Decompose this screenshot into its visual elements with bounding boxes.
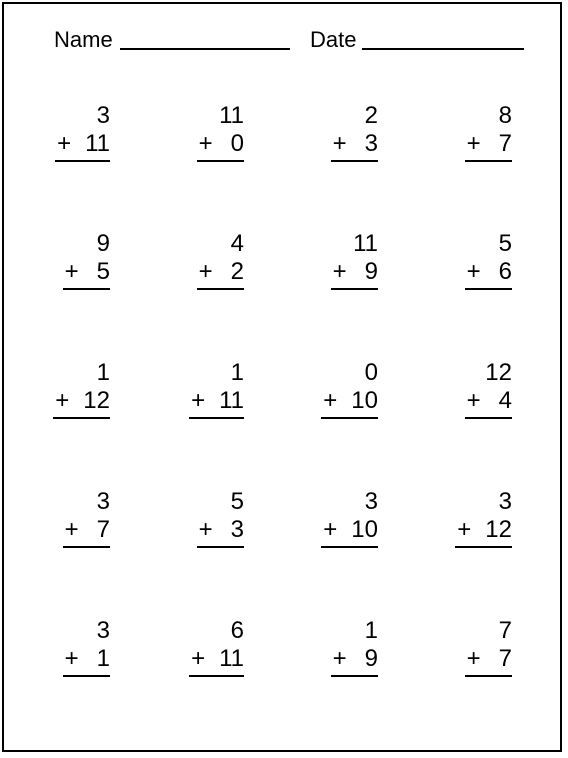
- answer-line[interactable]: [331, 288, 378, 290]
- date-label: Date: [310, 27, 357, 52]
- bottom-addend-row: [467, 130, 512, 158]
- plus-sign: +: [466, 258, 481, 285]
- plus-sign: +: [466, 645, 481, 672]
- bottom-addend-row: [323, 516, 378, 544]
- plus-sign: +: [323, 387, 338, 414]
- top-addend: 11: [353, 230, 378, 257]
- addition-problem: [164, 102, 244, 164]
- bottom-addend-row: [191, 645, 244, 673]
- plus-sign: +: [332, 258, 347, 285]
- answer-line[interactable]: [321, 546, 378, 548]
- addition-problem: [432, 230, 512, 292]
- addition-problem: [30, 102, 110, 164]
- top-addend: 3: [96, 617, 110, 644]
- top-addend: 4: [230, 230, 244, 257]
- answer-line[interactable]: [197, 288, 244, 290]
- top-addend: 1: [364, 617, 378, 644]
- plus-sign: +: [191, 387, 206, 414]
- bottom-addend-row: [333, 258, 378, 286]
- addition-problem: [432, 102, 512, 164]
- top-addend: 3: [96, 488, 110, 515]
- answer-line[interactable]: [331, 675, 378, 677]
- bottom-addend-row: [55, 387, 110, 415]
- bottom-addend-row: [467, 258, 512, 286]
- bottom-addend-row: [199, 516, 244, 544]
- addition-problem: [164, 359, 244, 421]
- addition-problem: [298, 230, 378, 292]
- plus-sign: +: [198, 258, 213, 285]
- addition-problem: [432, 617, 512, 679]
- answer-line[interactable]: [53, 417, 110, 419]
- bottom-addend: 12: [83, 387, 110, 414]
- bottom-addend: 7: [498, 645, 512, 672]
- top-addend: 0: [364, 359, 378, 386]
- top-addend: 9: [96, 230, 110, 257]
- answer-line[interactable]: [321, 417, 378, 419]
- addition-problem: [30, 617, 110, 679]
- bottom-addend-row: [199, 258, 244, 286]
- bottom-addend: 10: [351, 387, 378, 414]
- name-label: Name: [54, 27, 113, 52]
- plus-sign: +: [64, 258, 79, 285]
- bottom-addend-row: [65, 516, 110, 544]
- addition-problem: [30, 230, 110, 292]
- plus-sign: +: [64, 645, 79, 672]
- addition-problem: [164, 230, 244, 292]
- answer-line[interactable]: [455, 546, 512, 548]
- answer-line[interactable]: [63, 546, 110, 548]
- plus-sign: +: [332, 645, 347, 672]
- top-addend: 8: [498, 102, 512, 129]
- top-addend: 1: [230, 359, 244, 386]
- addition-problem: [432, 359, 512, 421]
- addition-problem: [164, 617, 244, 679]
- plus-sign: +: [323, 516, 338, 543]
- addition-problem: [30, 488, 110, 550]
- top-addend: 2: [364, 102, 378, 129]
- answer-line[interactable]: [189, 417, 244, 419]
- bottom-addend: 7: [498, 130, 512, 157]
- bottom-addend-row: [467, 645, 512, 673]
- worksheet: [2, 2, 562, 752]
- top-addend: 12: [485, 359, 512, 386]
- bottom-addend-row: [457, 516, 512, 544]
- bottom-addend: 5: [96, 258, 110, 285]
- bottom-addend-row: [467, 387, 512, 415]
- top-addend: 6: [230, 617, 244, 644]
- bottom-addend-row: [323, 387, 378, 415]
- bottom-addend: 6: [498, 258, 512, 285]
- plus-sign: +: [57, 130, 72, 157]
- answer-line[interactable]: [465, 160, 512, 162]
- bottom-addend: 1: [96, 645, 110, 672]
- top-addend: 11: [219, 102, 244, 129]
- top-addend: 7: [498, 617, 512, 644]
- addition-problem: [30, 359, 110, 421]
- bottom-addend-row: [65, 258, 110, 286]
- top-addend: 3: [498, 488, 512, 515]
- plus-sign: +: [332, 130, 347, 157]
- bottom-addend: 3: [364, 130, 378, 157]
- plus-sign: +: [466, 130, 481, 157]
- addition-problem: [298, 617, 378, 679]
- answer-line[interactable]: [465, 675, 512, 677]
- answer-line[interactable]: [465, 288, 512, 290]
- bottom-addend: 9: [364, 645, 378, 672]
- answer-line[interactable]: [189, 675, 244, 677]
- bottom-addend-row: [333, 130, 378, 158]
- answer-line[interactable]: [465, 417, 512, 419]
- addition-problem: [432, 488, 512, 550]
- plus-sign: +: [191, 645, 206, 672]
- addition-problem: [164, 488, 244, 550]
- bottom-addend-row: [65, 645, 110, 673]
- name-blank-line[interactable]: [120, 48, 290, 50]
- bottom-addend: 12: [485, 516, 512, 543]
- top-addend: 1: [96, 359, 110, 386]
- bottom-addend: 7: [96, 516, 110, 543]
- bottom-addend-row: [57, 130, 110, 158]
- date-blank-line[interactable]: [362, 48, 524, 50]
- bottom-addend: 0: [230, 130, 244, 157]
- bottom-addend: 2: [230, 258, 244, 285]
- addition-problem: [298, 102, 378, 164]
- answer-line[interactable]: [63, 675, 110, 677]
- plus-sign: +: [55, 387, 70, 414]
- addition-problem: [298, 359, 378, 421]
- bottom-addend: 3: [230, 516, 244, 543]
- plus-sign: +: [457, 516, 472, 543]
- top-addend: 5: [498, 230, 512, 257]
- worksheet-header: [54, 26, 520, 56]
- answer-line[interactable]: [63, 288, 110, 290]
- answer-line[interactable]: [197, 546, 244, 548]
- bottom-addend-row: [333, 645, 378, 673]
- top-addend: 3: [364, 488, 378, 515]
- bottom-addend-row: [199, 130, 244, 158]
- plus-sign: +: [64, 516, 79, 543]
- plus-sign: +: [466, 387, 481, 414]
- top-addend: 3: [96, 102, 110, 129]
- bottom-addend: 11: [85, 130, 110, 157]
- answer-line[interactable]: [331, 160, 378, 162]
- plus-sign: +: [198, 516, 213, 543]
- top-addend: 5: [230, 488, 244, 515]
- bottom-addend: 11: [219, 645, 244, 672]
- bottom-addend: 4: [498, 387, 512, 414]
- addition-problem: [298, 488, 378, 550]
- answer-line[interactable]: [55, 160, 110, 162]
- bottom-addend: 10: [351, 516, 378, 543]
- bottom-addend: 11: [219, 387, 244, 414]
- bottom-addend: 9: [364, 258, 378, 285]
- answer-line[interactable]: [197, 160, 244, 162]
- bottom-addend-row: [191, 387, 244, 415]
- plus-sign: +: [198, 130, 213, 157]
